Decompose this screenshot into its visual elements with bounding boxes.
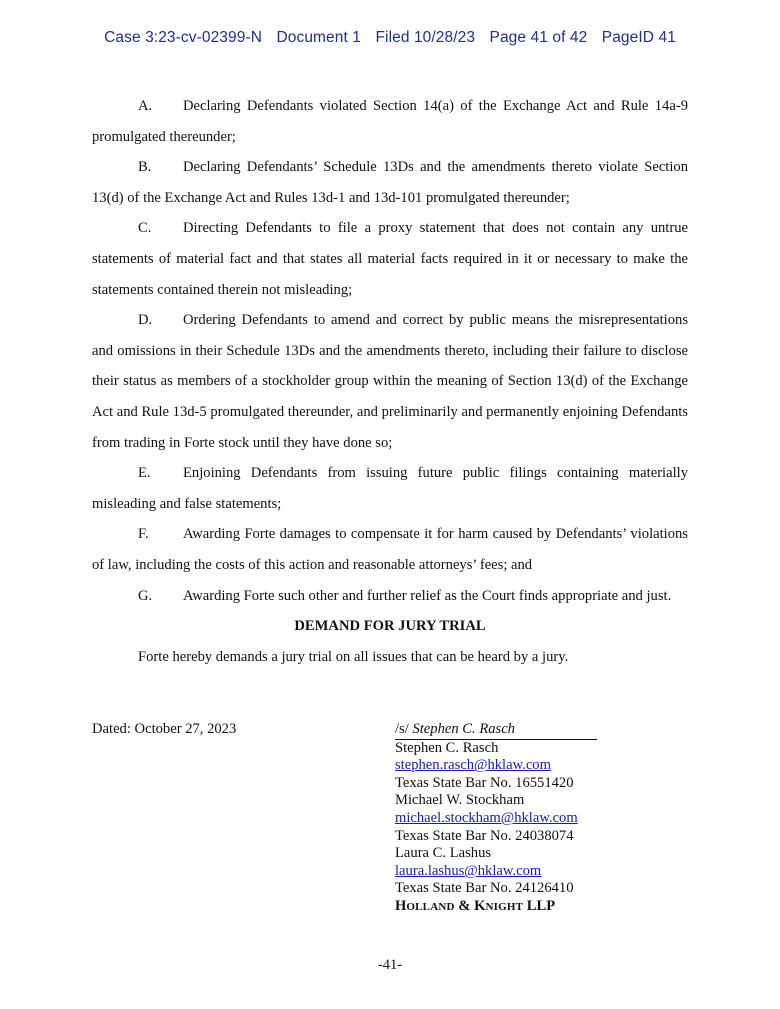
- attorney-name: Stephen C. Rasch: [395, 739, 499, 756]
- document-number: Document 1: [276, 29, 362, 46]
- dated-line: Dated: October 27, 2023: [92, 721, 237, 737]
- filed-date: Filed 10/28/23: [375, 29, 476, 46]
- prayer-item-a: A. Declaring Defendants violated Section 14(a) of the Exchange Act and Rule 14a-9 promulgated thereunder;: [92, 98, 688, 145]
- email-link[interactable]: laura.lashus@hklaw.com: [395, 862, 542, 879]
- prayer-item-e: E. Enjoining Defendants from issuing future public filings containing materially misleading and false statements;: [92, 465, 688, 512]
- case-number: Case 3:23-cv-02399-N: [104, 29, 263, 46]
- prayer-item-f: F. Awarding Forte damages to compensate it for harm caused by Defendants’ violations of law, including the costs of this action and reasonable attorneys’ fees; and: [92, 526, 688, 573]
- page-count: Page 41 of 42: [489, 29, 588, 46]
- email-link[interactable]: michael.stockham@hklaw.com: [395, 809, 578, 826]
- signature-name: Stephen C. Rasch: [412, 721, 515, 737]
- bar-number: Texas State Bar No. 16551420: [395, 774, 574, 791]
- signature-column: [395, 721, 597, 917]
- prayer-item-b: B. Declaring Defendants’ Schedule 13Ds and the amendments thereto violate Section 13(d) of the Exchange Act and Rules 13d-1 and 13d-101 promulgated thereunder;: [92, 159, 688, 206]
- signature-line: /s/ Stephen C. Rasch: [395, 721, 597, 740]
- bar-number: Texas State Bar No. 24038074: [395, 827, 574, 844]
- prayer-item-g: G. Awarding Forte such other and further relief as the Court finds appropriate and just.: [138, 587, 672, 604]
- case-header: [0, 29, 780, 47]
- attorney-name: Laura C. Lashus: [395, 845, 492, 862]
- bar-number: Texas State Bar No. 24126410: [395, 880, 574, 897]
- email-link[interactable]: stephen.rasch@hklaw.com: [395, 757, 551, 774]
- prayer-item-d: D. Ordering Defendants to amend and correct by public means the misrepresentations and omissions in their Schedule 13Ds and the amendments thereto, including their failure to disclose their status as members of a stockholder group within the meaning of Section 13(d) of the Exchange Act and Rule 13d-5 promulgated thereunder, and preliminarily and permanently enjoining Defendants from trading in Forte stock until they have done so;: [92, 312, 688, 451]
- jury-demand-heading: DEMAND FOR JURY TRIAL: [294, 618, 486, 635]
- page-id: PageID 41: [601, 29, 676, 46]
- attorney-name: Michael W. Stockham: [395, 792, 525, 809]
- document-body: [92, 91, 688, 672]
- prayer-item-c: C. Directing Defendants to file a proxy statement that does not contain any untrue statements of material fact and that states all material facts required in it or necessary to make the statements contained therein not misleading;: [92, 220, 688, 298]
- law-firm-name: HOLLAND & KNIGHT LLP: [395, 897, 556, 914]
- page-number: -41-: [377, 957, 403, 973]
- jury-demand-text: Forte hereby demands a jury trial on all issues that can be heard by a jury.: [138, 648, 569, 665]
